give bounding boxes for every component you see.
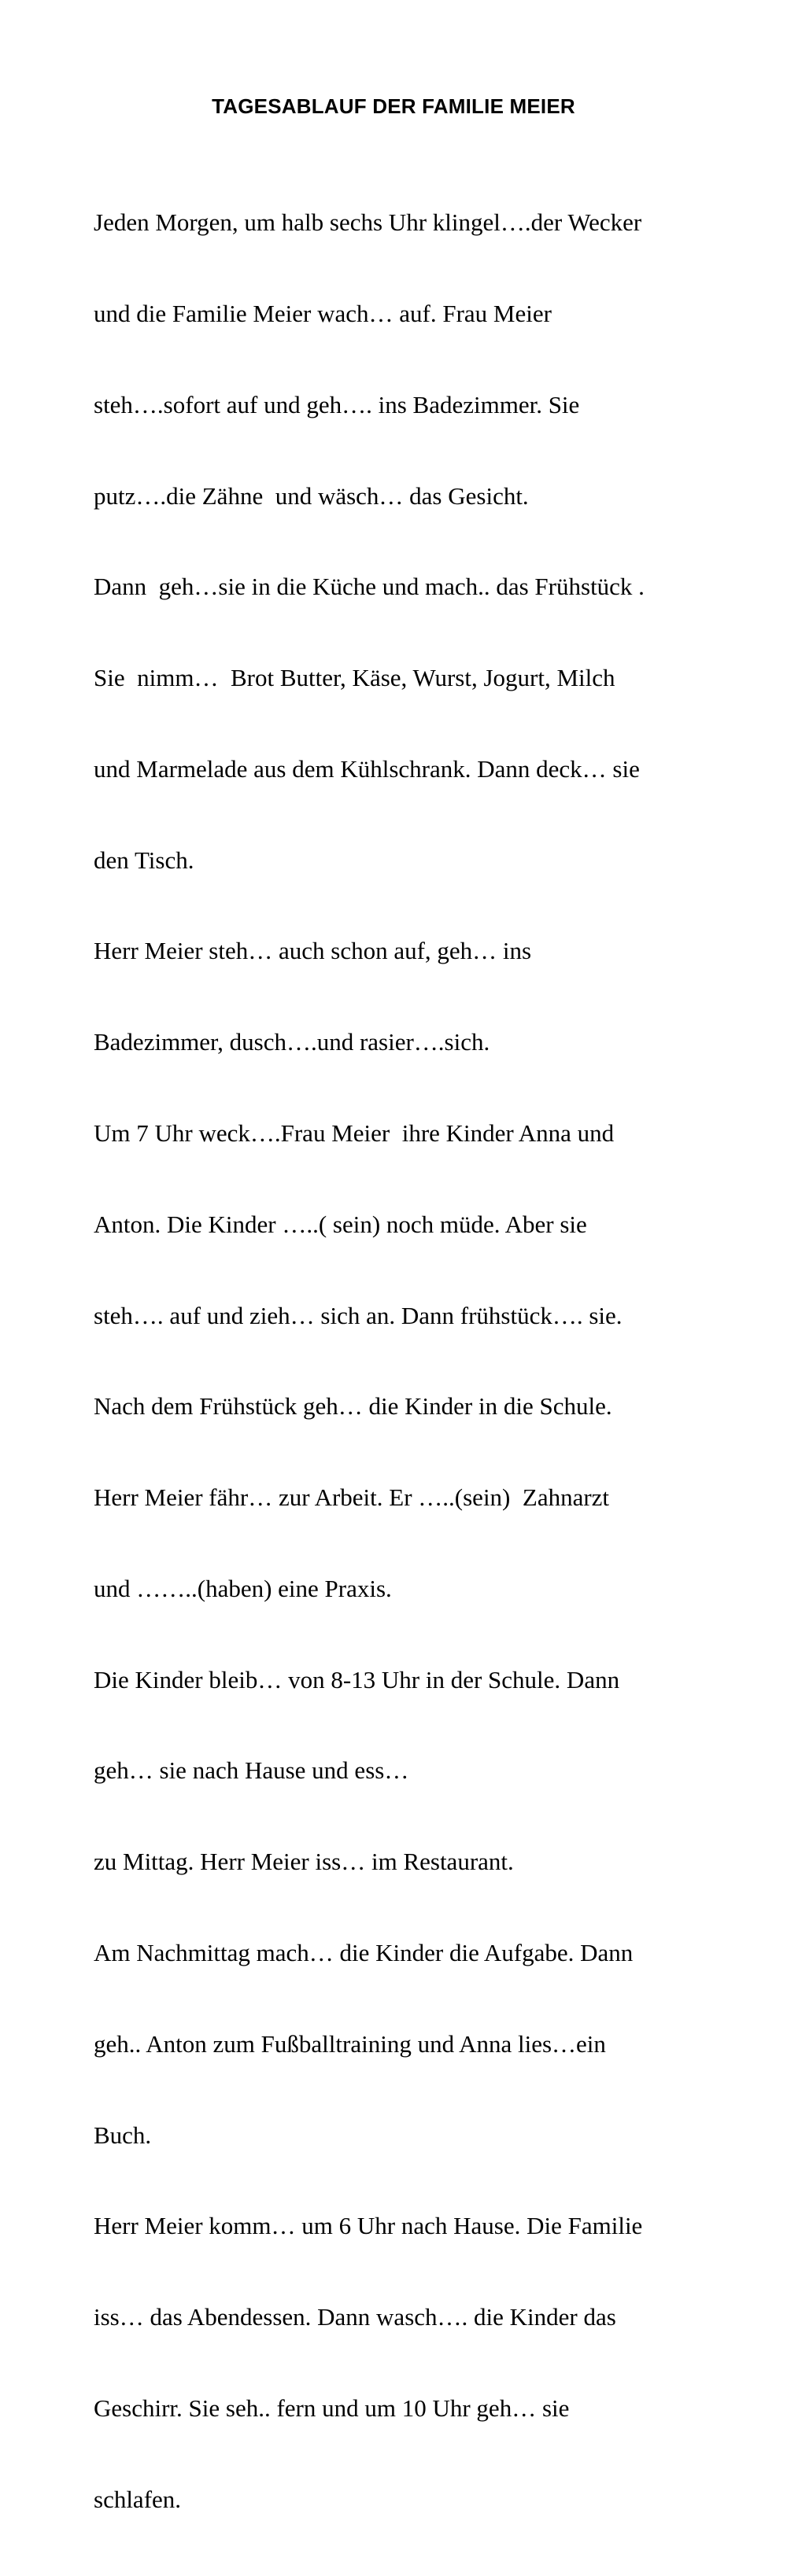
- text-line: Geschirr. Sie seh.. fern und um 10 Uhr geh… sie: [94, 2394, 570, 2422]
- text-line: geh.. Anton zum Fußballtraining und Anna lies…ein: [94, 2029, 606, 2058]
- text-line: steh…. auf und zieh… sich an. Dann frühstück…. sie.: [94, 1301, 623, 1329]
- document-title: TAGESABLAUF DER FAMILIE MEIER: [212, 94, 575, 118]
- text-line: und ……..(haben) eine Praxis.: [94, 1574, 392, 1602]
- text-line: Am Nachmittag mach… die Kinder die Aufgabe. Dann: [94, 1939, 634, 1967]
- text-line: Herr Meier komm… um 6 Uhr nach Hause. Die Familie: [94, 2212, 643, 2240]
- text-line: Sie nimm… Brot Butter, Käse, Wurst, Jogurt, Milch: [94, 664, 615, 692]
- text-line: schlafen.: [94, 2485, 182, 2513]
- text-line: putz….die Zähne und wäsch… das Gesicht.: [94, 481, 529, 510]
- text-line: Badezimmer, dusch….und rasier….sich.: [94, 1028, 490, 1056]
- text-line: den Tisch.: [94, 846, 194, 874]
- text-line: Herr Meier steh… auch schon auf, geh… ins: [94, 937, 532, 965]
- text-line: Dann geh…sie in die Küche und mach.. das Frühstück .: [94, 573, 645, 601]
- text-line: Herr Meier fähr… zur Arbeit. Er …..(sein) Zahnarzt: [94, 1483, 610, 1512]
- text-line: geh… sie nach Hause und ess…: [94, 1756, 409, 1785]
- text-line: iss… das Abendessen. Dann wasch…. die Kinder das: [94, 2303, 616, 2331]
- text-line: Jeden Morgen, um halb sechs Uhr klingel….der Wecker: [94, 208, 642, 237]
- story-text: [94, 147, 770, 2576]
- text-line: steh….sofort auf und geh…. ins Badezimmer. Sie: [94, 390, 580, 418]
- text-line: Buch.: [94, 2121, 152, 2149]
- text-line: Nach dem Frühstück geh… die Kinder in die Schule.: [94, 1392, 612, 1421]
- text-line: und die Familie Meier wach… auf. Frau Meier: [94, 299, 552, 327]
- text-line: und Marmelade aus dem Kühlschrank. Dann deck… sie: [94, 754, 640, 783]
- text-line: Um 7 Uhr weck….Frau Meier ihre Kinder Anna und: [94, 1119, 615, 1147]
- text-line: Die Kinder bleib… von 8-13 Uhr in der Schule. Dann: [94, 1665, 620, 1693]
- text-line: Anton. Die Kinder …..( sein) noch müde. Aber sie: [94, 1210, 587, 1238]
- text-line: zu Mittag. Herr Meier iss… im Restaurant.: [94, 1848, 514, 1876]
